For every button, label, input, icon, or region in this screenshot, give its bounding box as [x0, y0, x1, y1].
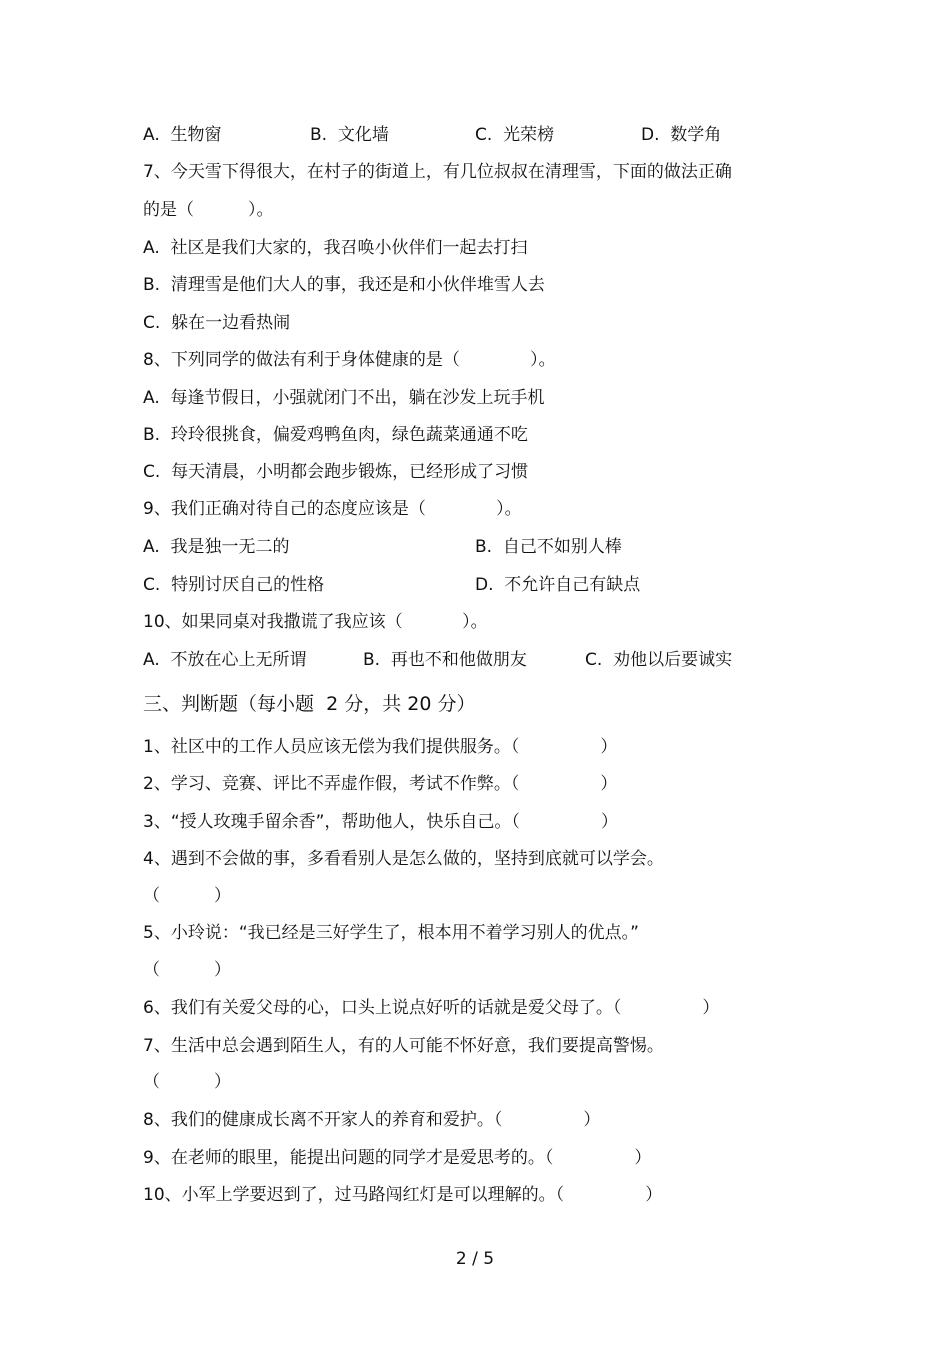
q9-option-d: D. 不允许自己有缺点	[475, 575, 641, 595]
q6-option-c: C. 光荣榜	[475, 125, 555, 145]
judgement-item-2: 2、学习、竞赛、评比不弄虚作假，考试不作弊。（ ）	[143, 774, 618, 794]
judgement-item-5: 5、小玲说：“我已经是三好学生了，根本用不着学习别人的优点。”	[143, 923, 639, 943]
section-title-judgement: 三、判断题（每小题 2 分，共 20 分）	[143, 693, 476, 715]
q10-option-b: B. 再也不和他做朋友	[363, 650, 527, 670]
q6-option-a: A. 生物窗	[143, 125, 222, 145]
judgement-item-1: 1、社区中的工作人员应该无偿为我们提供服务。（ ）	[143, 737, 618, 757]
q7-stem-line2: 的是（ ）。	[143, 200, 274, 220]
judgement-item-6: 6、我们有关爱父母的心，口头上说点好听的话就是爱父母了。（ ）	[143, 998, 720, 1018]
q6-option-d: D. 数学角	[641, 125, 722, 145]
q9-stem: 9、我们正确对待自己的态度应该是（ ）。	[143, 499, 522, 519]
q10-option-c: C. 劝他以后要诚实	[585, 650, 733, 670]
q7-option-b: B. 清理雪是他们大人的事，我还是和小伙伴堆雪人去	[143, 275, 545, 295]
q6-option-b: B. 文化墙	[310, 125, 389, 145]
q9-option-a: A. 我是独一无二的	[143, 537, 290, 557]
q7-option-c: C. 躲在一边看热闹	[143, 313, 291, 333]
judgement-item-4: 4、遇到不会做的事，多看看别人是怎么做的，坚持到底就可以学会。	[143, 849, 664, 869]
q7-stem-line1: 7、今天雪下得很大，在村子的街道上，有几位叔叔在清理雪，下面的做法正确	[143, 162, 732, 182]
judgement-item-3: 3、“授人玫瑰手留余香”，帮助他人，快乐自己。（ ）	[143, 812, 618, 832]
judgement-item-10: 10、小军上学要迟到了，过马路闯红灯是可以理解的。（ ）	[143, 1185, 663, 1205]
page-number: 2 / 5	[455, 1249, 495, 1269]
q9-option-b: B. 自己不如别人棒	[475, 537, 622, 557]
q9-option-c: C. 特别讨厌自己的性格	[143, 575, 325, 595]
q8-option-c: C. 每天清晨，小明都会跑步锻炼，已经形成了习惯	[143, 462, 529, 482]
q8-stem: 8、下列同学的做法有利于身体健康的是（ ）。	[143, 350, 556, 370]
judgement-item-8: 8、我们的健康成长离不开家人的养育和爱护。（ ）	[143, 1110, 601, 1130]
q10-option-a: A. 不放在心上无所谓	[143, 650, 307, 670]
judgement-item-7-blank: （ ）	[143, 1072, 232, 1092]
q10-stem: 10、如果同桌对我撒谎了我应该（ ）。	[143, 612, 488, 632]
q7-option-a: A. 社区是我们大家的，我召唤小伙伴们一起去打扫	[143, 238, 528, 258]
judgement-item-9: 9、在老师的眼里，能提出问题的同学才是爱思考的。（ ）	[143, 1148, 652, 1168]
q8-option-b: B. 玲玲很挑食，偏爱鸡鸭鱼肉，绿色蔬菜通通不吃	[143, 425, 528, 445]
judgement-item-4-blank: （ ）	[143, 886, 232, 906]
judgement-item-7: 7、生活中总会遇到陌生人，有的人可能不怀好意，我们要提高警惕。	[143, 1036, 664, 1056]
judgement-item-5-blank: （ ）	[143, 960, 232, 980]
q8-option-a: A. 每逢节假日，小强就闭门不出，躺在沙发上玩手机	[143, 388, 545, 408]
